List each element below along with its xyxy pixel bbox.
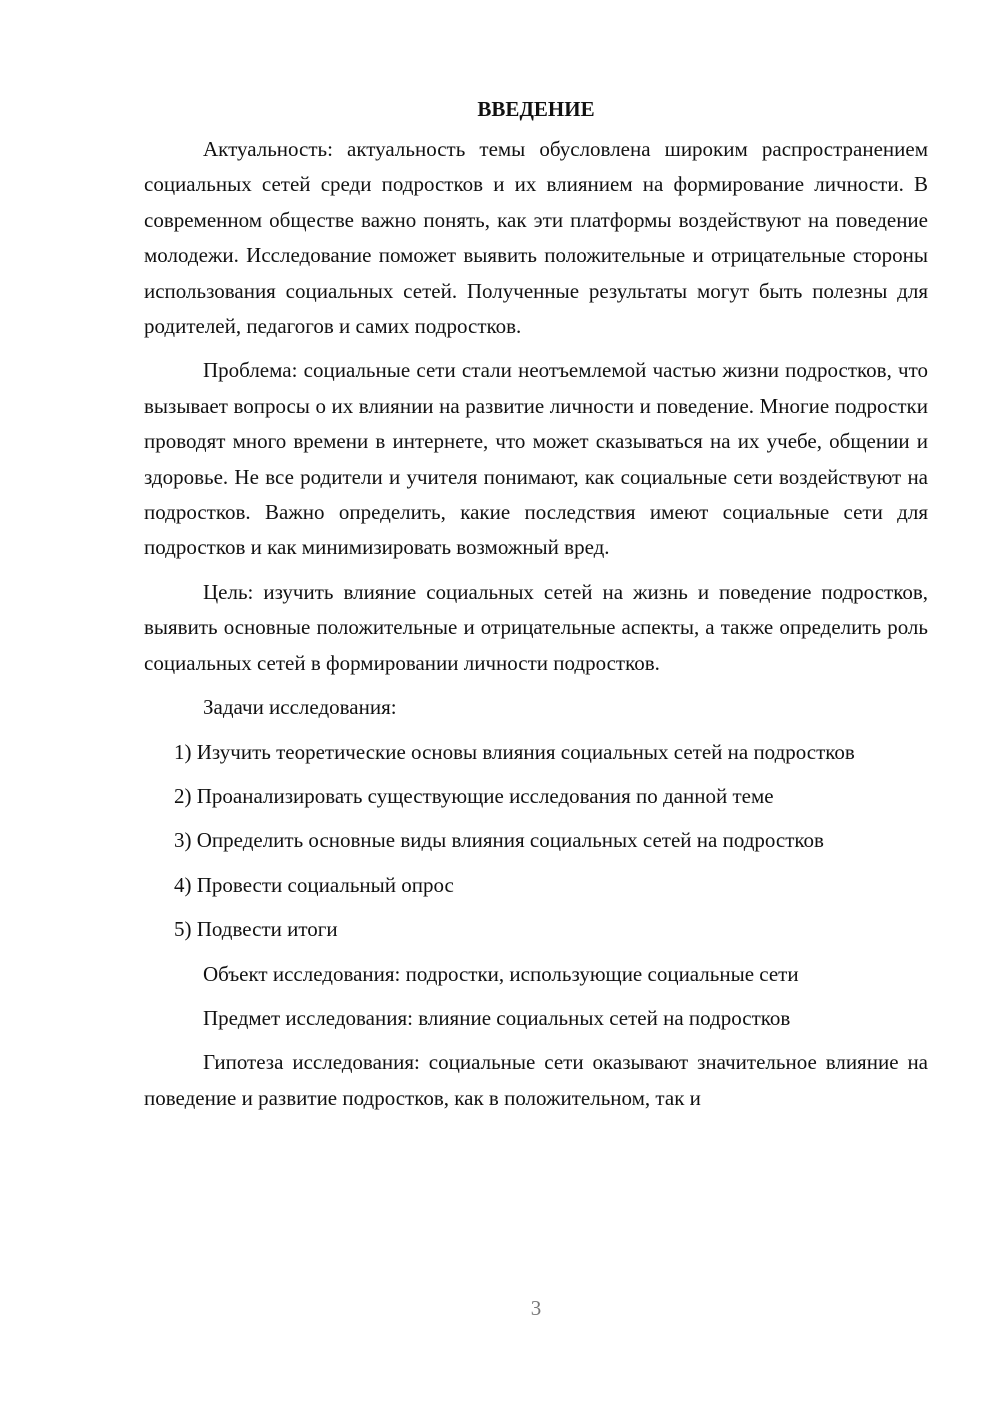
subject-paragraph: Предмет исследования: влияние социальных сетей на подростков	[203, 1005, 791, 1030]
task-item-2: 2) Проанализировать существующие исследования по данной теме	[174, 783, 774, 808]
task-item-1: 1) Изучить теоретические основы влияния социальных сетей на подростков	[174, 739, 855, 764]
tasks-heading: Задачи исследования:	[203, 695, 397, 720]
object-paragraph: Объект исследования: подростки, использующие социальные сети	[203, 961, 799, 986]
problem-paragraph: Проблема: социальные сети стали неотъемлемой частью жизни подростков, что вызывает вопросы о их влиянии на развитие личности и поведение. Многие подростки проводят много времени в интернете, что может сказываться на их учебе, общении и здоровье. Не все родители и учителя понимают, как социальные сети воздействуют на подростков. Важно определить, какие последствия имеют социальные сети для подростков и как минимизировать возможный вред.	[144, 358, 928, 560]
page-title: ВВЕДЕНИЕ	[477, 97, 595, 121]
task-item-4: 4) Провести социальный опрос	[174, 872, 454, 897]
document-page	[144, 92, 928, 1125]
task-item-3: 3) Определить основные виды влияния социальных сетей на подростков	[174, 828, 824, 853]
relevance-paragraph: Актуальность: актуальность темы обусловлена широким распространением социальных сетей среди подростков и их влиянием на формирование личности. В современном обществе важно понять, как эти платформы воздействуют на поведение молодежи. Исследование поможет выявить положительные и отрицательные стороны использования социальных сетей. Полученные результаты могут быть полезны для родителей, педагогов и самих подростков.	[144, 137, 928, 339]
task-item-5: 5) Подвести итоги	[174, 917, 338, 942]
goal-paragraph: Цель: изучить влияние социальных сетей на жизнь и поведение подростков, выявить основные положительные и отрицательные аспекты, а также определить роль социальных сетей в формировании личности подростков.	[144, 579, 928, 675]
hypothesis-paragraph: Гипотеза исследования: социальные сети оказывают значительное влияние на поведение и развитие подростков, как в положительном, так и	[144, 1050, 928, 1110]
page-number: 3	[530, 1296, 542, 1320]
